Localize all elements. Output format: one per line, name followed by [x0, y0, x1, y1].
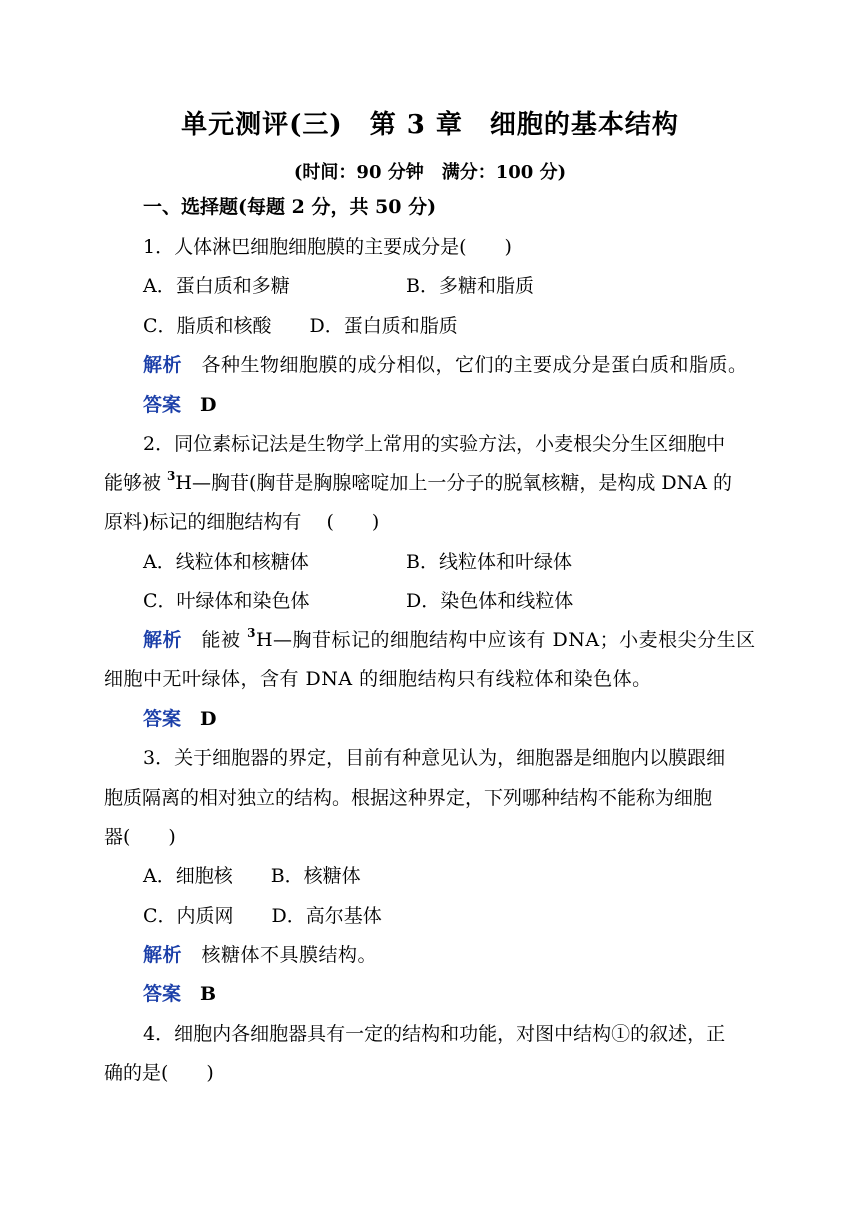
section-heading: 一、选择题(每题 2 分，共 50 分): [143, 196, 437, 218]
answer-label: 答案: [143, 983, 182, 1005]
q1-explanation: [143, 352, 748, 378]
q1-answer: [143, 392, 217, 418]
q1-answer-value: D: [200, 394, 217, 416]
q2-option-b: B．线粒体和叶绿体: [406, 551, 572, 573]
q3-stem-line1: 3．关于细胞器的界定，目前有种意见认为，细胞器是细胞内以膜跟细: [143, 747, 726, 769]
q2-option-d: D．染色体和线粒体: [406, 590, 574, 612]
q2-options-ab: [143, 549, 572, 575]
q2-explanation-post: H—胸苷标记的细胞结构中应该有 DNA；小麦根尖分生区: [255, 629, 756, 651]
q2-explanation-line2: 细胞中无叶绿体，含有 DNA 的细胞结构只有线粒体和染色体。: [104, 668, 652, 690]
q2-option-a: A．线粒体和核糖体: [143, 551, 309, 573]
explanation-label: 解析: [143, 629, 183, 651]
q3-answer-value: B: [200, 983, 217, 1005]
q2-explanation-pre: 能被: [201, 629, 248, 651]
q1-explanation-text: 各种生物细胞膜的成分相似，它们的主要成分是蛋白质和脂质。: [201, 354, 748, 376]
q3-options-cd: C．内质网 D．高尔基体: [143, 905, 382, 927]
q3-explanation: [143, 942, 377, 968]
explanation-label: 解析: [143, 944, 183, 966]
page-title: 单元测评(三) 第 3 章 细胞的基本结构: [181, 110, 679, 140]
q2-answer: [143, 706, 217, 732]
q1-options-ab: [143, 273, 534, 299]
answer-label: 答案: [143, 394, 182, 416]
q2-explanation-line1: [143, 627, 756, 653]
q3-options-ab: A．细胞核 B．核糖体: [143, 865, 361, 887]
q3-answer: [143, 981, 216, 1007]
q2-stem-line3: 原料)标记的细胞结构有 ( ): [104, 511, 380, 533]
q4-stem-line1: 4．细胞内各细胞器具有一定的结构和功能，对图中结构①的叙述，正: [143, 1023, 726, 1045]
q2-options-cd: [143, 588, 574, 614]
q2-stem-sup: 3: [167, 468, 176, 483]
q2-stem-line2: [104, 470, 732, 496]
q1-options-cd: C．脂质和核酸 D．蛋白质和脂质: [143, 315, 458, 337]
q2-stem-line2-pre: 能够被: [104, 472, 168, 494]
q4-stem-line2: 确的是( ): [104, 1062, 214, 1084]
q2-option-c: C．叶绿体和染色体: [143, 590, 310, 612]
q2-answer-value: D: [200, 708, 217, 730]
q3-stem-line2: 胞质隔离的相对独立的结构。根据这种界定，下列哪种结构不能称为细胞: [104, 787, 713, 809]
q3-stem-line3: 器( ): [104, 826, 176, 848]
q1-option-b: B．多糖和脂质: [406, 275, 534, 297]
q2-explanation-sup: 3: [247, 625, 256, 640]
q1-option-a: A．蛋白质和多糖: [143, 275, 290, 297]
explanation-label: 解析: [143, 354, 183, 376]
q2-stem-line2-post: H—胸苷(胸苷是胸腺嘧啶加上一分子的脱氧核糖，是构成 DNA 的: [175, 472, 733, 494]
page-subtitle: (时间：90 分钟 满分：100 分): [293, 162, 567, 183]
q3-explanation-text: 核糖体不具膜结构。: [201, 944, 378, 966]
q2-stem-line1: 2．同位素标记法是生物学上常用的实验方法，小麦根尖分生区细胞中: [143, 433, 726, 455]
q1-stem: 1．人体淋巴细胞细胞膜的主要成分是( ): [143, 236, 512, 258]
answer-label: 答案: [143, 708, 182, 730]
